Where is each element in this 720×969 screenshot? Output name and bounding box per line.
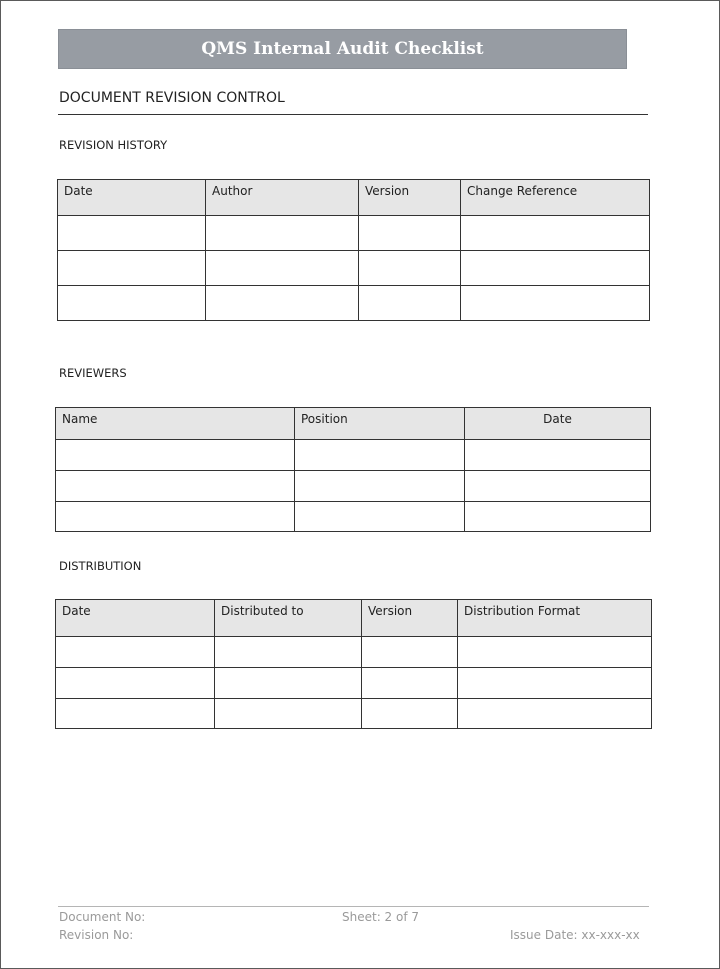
table-row [56, 637, 652, 668]
table-cell[interactable] [458, 668, 652, 699]
column-header-author: Author [206, 180, 359, 216]
heading-divider [58, 114, 648, 115]
column-header-date: Date [56, 600, 215, 637]
table-cell[interactable] [362, 699, 458, 729]
column-header-change-reference: Change Reference [461, 180, 650, 216]
revision-history-label: REVISION HISTORY [59, 138, 168, 152]
table-cell[interactable] [359, 216, 461, 251]
table-cell[interactable] [465, 502, 651, 532]
table-cell[interactable] [56, 440, 295, 471]
table-row [56, 668, 652, 699]
table-cell[interactable] [458, 637, 652, 668]
table-cell[interactable] [206, 286, 359, 321]
column-header-distributed-to: Distributed to [215, 600, 362, 637]
table-cell[interactable] [56, 699, 215, 729]
table-cell[interactable] [295, 440, 465, 471]
footer-sheet-number: Sheet: 2 of 7 [342, 910, 420, 924]
document-title: QMS Internal Audit Checklist [58, 29, 627, 69]
column-header-date: Date [465, 408, 651, 440]
table-cell[interactable] [56, 668, 215, 699]
revision-history-table [57, 179, 650, 321]
column-header-version: Version [359, 180, 461, 216]
table-cell[interactable] [461, 251, 650, 286]
table-cell[interactable] [56, 637, 215, 668]
table-cell[interactable] [465, 471, 651, 502]
distribution-label: DISTRIBUTION [59, 559, 142, 573]
table-cell[interactable] [295, 471, 465, 502]
table-cell[interactable] [458, 699, 652, 729]
table-row [58, 286, 650, 321]
table-row [56, 471, 651, 502]
table-cell[interactable] [359, 251, 461, 286]
table-row [56, 502, 651, 532]
table-header-row [56, 408, 651, 440]
table-cell[interactable] [461, 286, 650, 321]
reviewers-label: REVIEWERS [59, 366, 127, 380]
table-cell[interactable] [215, 668, 362, 699]
footer-divider [58, 906, 649, 907]
table-cell[interactable] [56, 471, 295, 502]
table-row [56, 440, 651, 471]
table-cell[interactable] [359, 286, 461, 321]
table-cell[interactable] [58, 251, 206, 286]
table-cell[interactable] [206, 251, 359, 286]
table-cell[interactable] [206, 216, 359, 251]
section-heading: DOCUMENT REVISION CONTROL [59, 90, 285, 106]
column-header-name: Name [56, 408, 295, 440]
table-cell[interactable] [362, 637, 458, 668]
column-header-distribution-format: Distribution Format [458, 600, 652, 637]
column-header-version: Version [362, 600, 458, 637]
table-cell[interactable] [465, 440, 651, 471]
table-cell[interactable] [58, 216, 206, 251]
table-cell[interactable] [295, 502, 465, 532]
table-cell[interactable] [56, 502, 295, 532]
table-cell[interactable] [58, 286, 206, 321]
reviewers-table [55, 407, 651, 532]
footer-issue-date: Issue Date: xx-xxx-xx [510, 928, 640, 942]
table-row [58, 251, 650, 286]
table-cell[interactable] [461, 216, 650, 251]
table-row [56, 699, 652, 729]
table-cell[interactable] [362, 668, 458, 699]
table-cell[interactable] [215, 699, 362, 729]
table-header-row [58, 180, 650, 216]
column-header-position: Position [295, 408, 465, 440]
distribution-table [55, 599, 652, 729]
table-row [58, 216, 650, 251]
footer-revision-no: Revision No: [59, 928, 134, 942]
table-cell[interactable] [215, 637, 362, 668]
table-header-row [56, 600, 652, 637]
column-header-date: Date [58, 180, 206, 216]
footer-document-no: Document No: [59, 910, 146, 924]
